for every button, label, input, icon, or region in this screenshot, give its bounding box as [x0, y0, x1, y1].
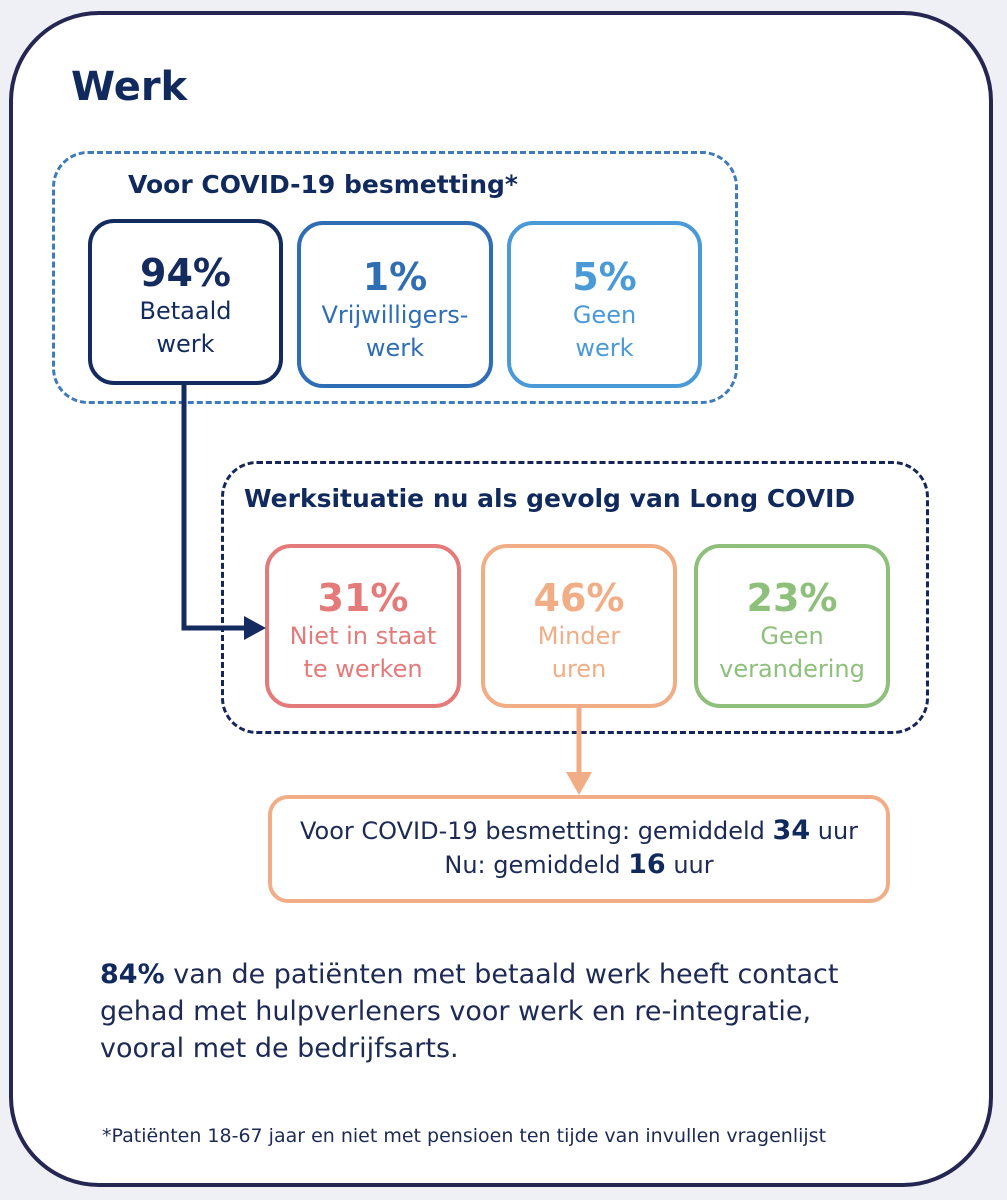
before-covid-heading: Voor COVID-19 besmetting*	[128, 170, 519, 199]
summary-body: van de patiënten met betaald werk heeft contact gehad met hulpverleners voor werk en re-integratie, vooral met de bedrijfsarts.	[100, 959, 839, 1064]
hours-before-unit: uur	[817, 817, 859, 845]
no-work-percentage: 5%	[572, 255, 637, 299]
fewer-hours-label-line1: Minder	[537, 621, 621, 650]
unable-to-work-label-line2: te werken	[303, 654, 423, 683]
fewer-hours-percentage: 46%	[533, 576, 625, 620]
paid-work-percentage: 94%	[140, 251, 231, 295]
fewer-hours-label-line2: uren	[551, 654, 607, 683]
volunteer-work-label-line2: werk	[365, 333, 425, 362]
volunteer-work-label-line1: Vrijwilligers-	[321, 300, 469, 329]
paid-work-label-line1: Betaald	[139, 296, 232, 325]
hours-now-line	[272, 848, 886, 882]
unable-to-work-label-line1: Niet in staat	[289, 621, 437, 650]
paid-work-to-now-arrow-line	[184, 385, 248, 628]
summary-percentage: 84%	[100, 959, 165, 990]
hours-before-value: 34	[772, 815, 811, 846]
no-change-label-line1: Geen	[760, 621, 824, 650]
footnote: *Patiënten 18-67 jaar en niet met pensioen ten tijde van invullen vragenlijst	[102, 1125, 827, 1147]
summary-text	[100, 956, 900, 1067]
volunteer-work-percentage: 1%	[362, 255, 428, 299]
unable-to-work-percentage: 31%	[317, 576, 409, 620]
hours-before-line	[272, 814, 886, 848]
no-work-label-line1: Geen	[572, 300, 637, 329]
long-covid-heading: Werksituatie nu als gevolg van Long COVID	[244, 484, 856, 513]
fewer-hours-to-info-arrowhead	[566, 772, 592, 795]
paid-work-to-now-arrowhead	[244, 616, 266, 640]
page-title: Werk	[71, 64, 188, 110]
average-hours-box	[268, 795, 890, 903]
hours-now-text: Nu: gemiddeld	[444, 851, 621, 879]
hours-now-value: 16	[628, 849, 666, 880]
hours-before-text: Voor COVID-19 besmetting: gemiddeld	[299, 817, 765, 845]
no-work-label-line2: werk	[575, 333, 634, 362]
paid-work-label-line2: werk	[156, 329, 215, 358]
hours-now-unit: uur	[673, 851, 714, 879]
no-change-percentage: 23%	[746, 576, 838, 620]
no-change-label-line2: verandering	[719, 654, 865, 683]
